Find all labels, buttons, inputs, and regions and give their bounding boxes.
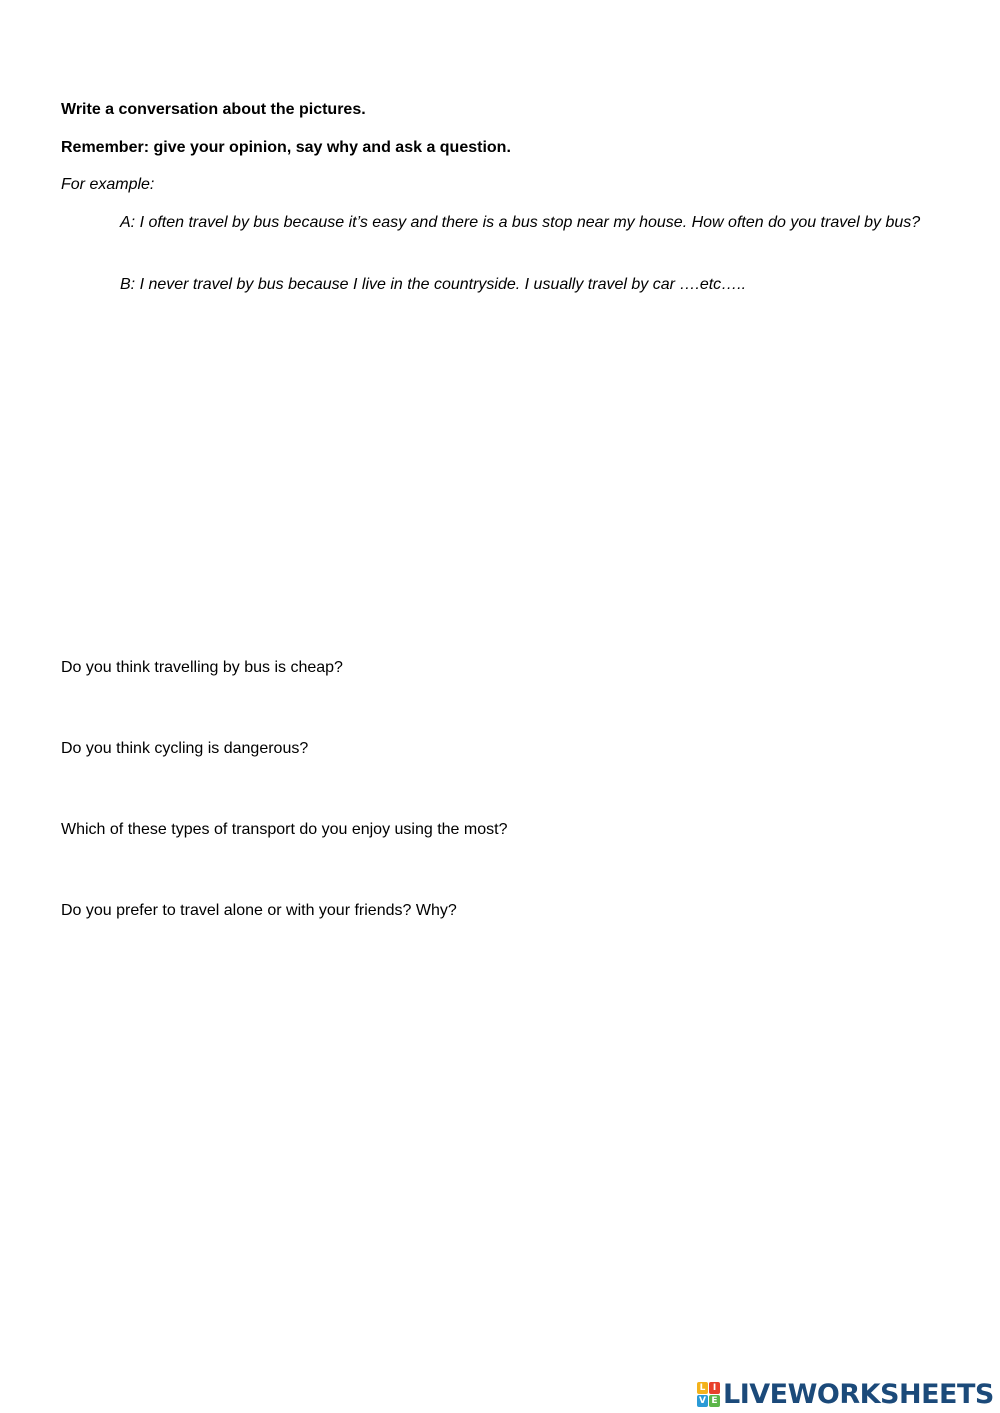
liveworksheets-logo [697,1378,994,1410]
example-line-a: A: I often travel by bus because it’s easy and there is a bus stop near my house. How often do you travel by bus? [120,214,921,231]
liveworksheets-logo-icon [697,1382,720,1407]
logo-cell-l: L [697,1382,708,1394]
logo-wordmark: LIVEWORKSHEETS [723,1378,994,1410]
logo-cell-e: E [709,1395,720,1407]
instruction-heading: Write a conversation about the pictures. [61,101,366,118]
question-4: Do you prefer to travel alone or with your friends? Why? [61,902,457,919]
example-line-b: B: I never travel by bus because I live in the countryside. I usually travel by car ….etc….. [120,276,747,293]
logo-cell-i: I [709,1382,720,1394]
example-intro: For example: [61,176,155,193]
question-2: Do you think cycling is dangerous? [61,740,309,757]
question-3: Which of these types of transport do you enjoy using the most? [61,821,508,838]
instruction-reminder: Remember: give your opinion, say why and ask a question. [61,139,511,156]
logo-cell-v: V [697,1395,708,1407]
question-1: Do you think travelling by bus is cheap? [61,659,343,676]
